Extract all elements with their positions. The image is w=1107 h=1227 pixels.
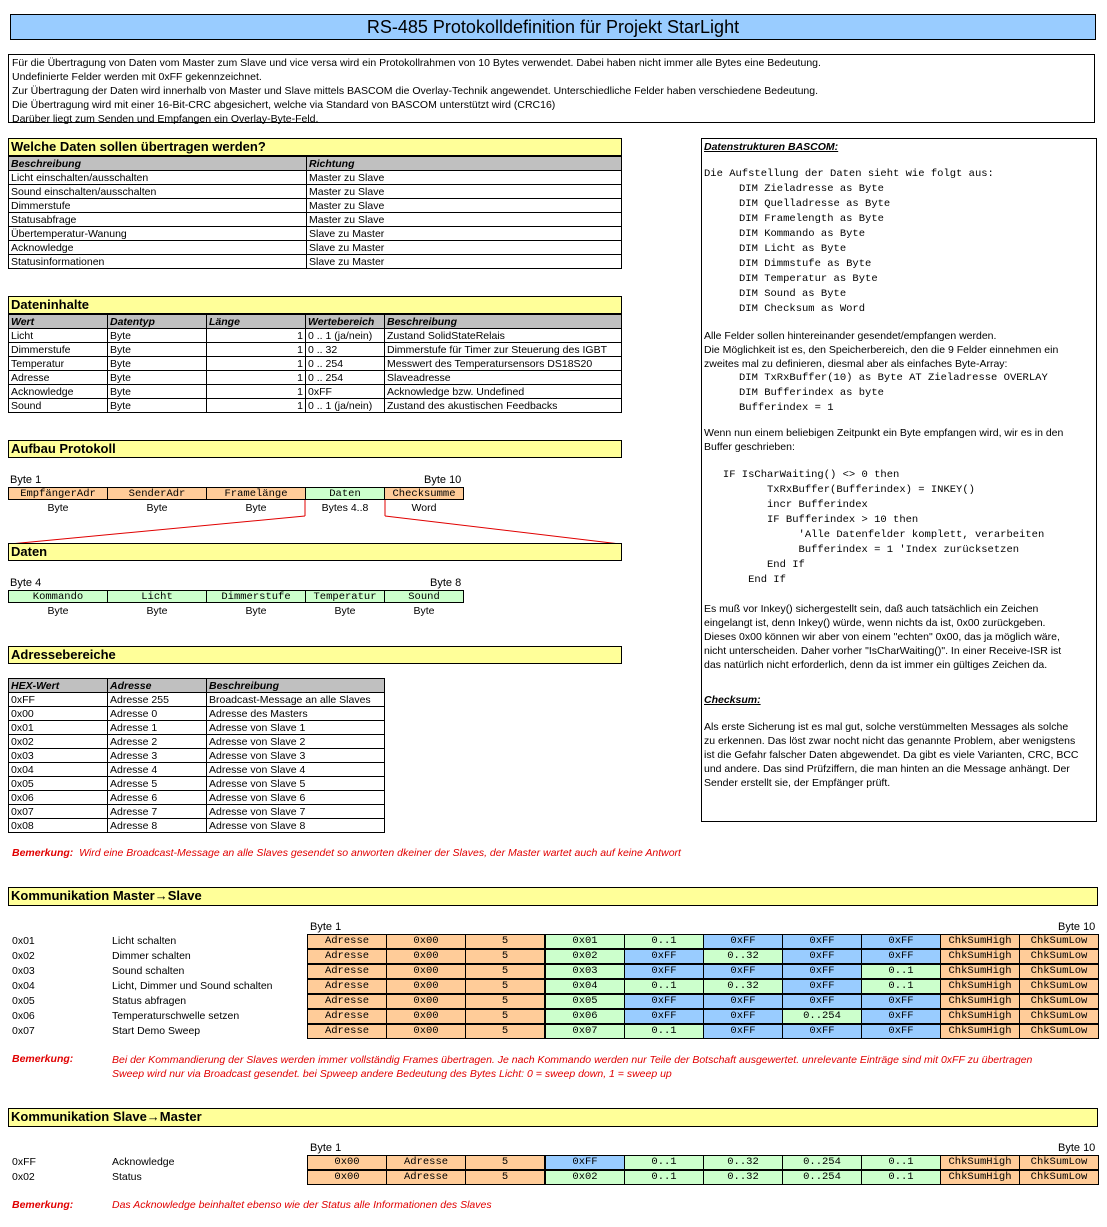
frame-byte-cell: 0xFF bbox=[782, 964, 862, 979]
text-line: und andere. Das sind Prüfziffern, die man hinten an die Message anhängt. Der bbox=[704, 763, 1070, 775]
text-line: Wenn nun einem beliebigen Zeitpunkt ein Byte empfangen wird, wir es in den bbox=[704, 427, 1064, 439]
section-header-slave-master: Kommunikation Slave→Master bbox=[8, 1108, 1098, 1127]
remark-label: Bemerkung: bbox=[12, 1199, 74, 1211]
frame-byte-cell: ChkSumLow bbox=[1019, 1024, 1099, 1039]
text-line: das natürlich nicht erforderlich, denn da ist immer ein gültiges Zeichen da. bbox=[704, 659, 1048, 671]
frame-byte-cell: 0..254 bbox=[782, 1009, 862, 1024]
frame-field-sender: SenderAdr bbox=[107, 487, 207, 500]
command-code: 0x06 bbox=[12, 1010, 35, 1022]
table-cell: Adresse von Slave 1 bbox=[207, 721, 385, 735]
table-row bbox=[9, 707, 385, 721]
frame-byte-cell: Adresse bbox=[307, 994, 387, 1009]
table-cell: Byte bbox=[108, 343, 207, 357]
text-line: eingelangt ist, denn Inkey() würde, wenn nichts da ist, 0x00 zurückgeben. bbox=[704, 617, 1046, 629]
table-cell: Byte bbox=[108, 399, 207, 413]
frame-byte-cell: 0..1 bbox=[624, 934, 704, 949]
text-line: zu erkennen. Das löst zwar nocht nicht das genannte Problem, aber wenigstens bbox=[704, 735, 1076, 747]
table-cell: Adresse 8 bbox=[108, 819, 207, 833]
column-header: Beschreibung bbox=[207, 679, 385, 693]
page-title: RS-485 Protokolldefinition für Projekt StarLight bbox=[10, 14, 1096, 40]
frame-byte-cell: ChkSumHigh bbox=[940, 994, 1020, 1009]
frame-byte-cell: 0x00 bbox=[386, 994, 466, 1009]
frame-byte-cell: 5 bbox=[465, 934, 545, 949]
frame-byte-cell: ChkSumLow bbox=[1019, 994, 1099, 1009]
command-label: Licht schalten bbox=[112, 935, 177, 947]
column-header: Adresse bbox=[108, 679, 207, 693]
frame-type-label: Byte bbox=[47, 502, 69, 514]
table-cell: Zustand SolidStateRelais bbox=[385, 329, 622, 343]
command-code: 0x02 bbox=[12, 950, 35, 962]
table-cell: 1 bbox=[207, 371, 306, 385]
frame-byte-cell: ChkSumLow bbox=[1019, 934, 1099, 949]
table-cell: Licht bbox=[9, 329, 108, 343]
data-type-label: Byte bbox=[47, 605, 69, 617]
column-header: Wert bbox=[9, 315, 108, 329]
intro-line: Undefinierte Felder werden mit 0xFF gekennzeichnet. bbox=[12, 71, 262, 83]
table-cell: Dimmerstufe bbox=[9, 343, 108, 357]
command-label: Sound schalten bbox=[112, 965, 185, 977]
table-cell: 1 bbox=[207, 385, 306, 399]
table-cell: Temperatur bbox=[9, 357, 108, 371]
table-cell: Messwert des Temperatursensors DS18S20 bbox=[385, 357, 622, 371]
frame-byte-cell: 0..254 bbox=[782, 1170, 862, 1185]
table-cell: 0x01 bbox=[9, 721, 108, 735]
table-cell: Übertemperatur-Wanung bbox=[9, 227, 307, 241]
table-cell: 0x05 bbox=[9, 777, 108, 791]
frame-byte-cell: 0..32 bbox=[703, 1170, 783, 1185]
frame-field-framelaenge: Framelänge bbox=[206, 487, 306, 500]
code-line: End If bbox=[704, 559, 805, 571]
table-cell: Master zu Slave bbox=[307, 213, 622, 227]
frame-byte-cell: 0x00 bbox=[386, 1009, 466, 1024]
table-cell: Acknowledge bbox=[9, 241, 307, 255]
frame-byte-cell: 0xFF bbox=[624, 994, 704, 1009]
data-field-kommando: Kommando bbox=[8, 590, 108, 603]
table-cell: Adresse 5 bbox=[108, 777, 207, 791]
frame-field-checksumme: Checksumme bbox=[384, 487, 464, 500]
frame-byte-cell: 0xFF bbox=[782, 994, 862, 1009]
table-cell: Adresse 0 bbox=[108, 707, 207, 721]
code-line: incr Bufferindex bbox=[704, 499, 868, 511]
frame-byte-cell: 0xFF bbox=[624, 1009, 704, 1024]
frame-byte-cell: ChkSumHigh bbox=[940, 949, 1020, 964]
code-line: IF Bufferindex > 10 then bbox=[704, 514, 919, 526]
frame-byte-cell: 0x03 bbox=[545, 964, 625, 979]
table-cell: Adresse 255 bbox=[108, 693, 207, 707]
frame-byte-cell: 0x00 bbox=[307, 1170, 387, 1185]
byte-end-label: Byte 10 bbox=[1058, 1142, 1096, 1154]
code-line: DIM Bufferindex as byte bbox=[739, 387, 884, 399]
frame-byte-cell: ChkSumLow bbox=[1019, 1155, 1099, 1170]
table-cell: Master zu Slave bbox=[307, 185, 622, 199]
code-line: DIM Sound as Byte bbox=[739, 288, 847, 300]
bascom-notes-box bbox=[701, 138, 1097, 822]
command-label: Status bbox=[112, 1171, 142, 1183]
frame-byte-cell: Adresse bbox=[307, 1009, 387, 1024]
bascom-intro: Die Aufstellung der Daten sieht wie folgt aus: bbox=[704, 168, 994, 180]
frame-byte-cell: 0..254 bbox=[782, 1155, 862, 1170]
column-header: Beschreibung bbox=[385, 315, 622, 329]
code-line: Bufferindex = 1 'Index zurücksetzen bbox=[704, 544, 1020, 556]
table-row bbox=[9, 693, 385, 707]
table-cell: Adresse 2 bbox=[108, 735, 207, 749]
table-row bbox=[9, 819, 385, 833]
frame-byte-cell: 0x02 bbox=[545, 1170, 625, 1185]
text-line: Dieses 0x00 können wir aber von einem "echten" 0x00, das ja möglich wäre, bbox=[704, 631, 1060, 643]
table-cell: Master zu Slave bbox=[307, 171, 622, 185]
table-cell: Dimmerstufe für Timer zur Steuerung des IGBT bbox=[385, 343, 622, 357]
frame-byte-cell: ChkSumLow bbox=[1019, 979, 1099, 994]
frame-byte-cell: 5 bbox=[465, 949, 545, 964]
bascom-heading: Datenstrukturen BASCOM: bbox=[704, 141, 839, 153]
intro-line: Die Übertragung wird mit einer 16-Bit-CRC abgesichert, welche via Standard von BASCOM unterstützt wird (CRC16) bbox=[12, 99, 556, 111]
column-header: Länge bbox=[207, 315, 306, 329]
table-cell: Sound bbox=[9, 399, 108, 413]
table-cell: 0x00 bbox=[9, 707, 108, 721]
frame-byte-cell: 5 bbox=[465, 1155, 545, 1170]
code-line: DIM Quelladresse as Byte bbox=[739, 198, 891, 210]
intro-line: Für die Übertragung von Daten vom Master zum Slave und vice versa wird ein Protokollrahmen von 10 Bytes verwendet. Dabei haben nicht immer alle Bytes eine Bedeutung. bbox=[12, 57, 821, 69]
data-field-licht: Licht bbox=[107, 590, 207, 603]
intro-line: Darüber liegt zum Senden und Empfangen ein Overlay-Byte-Feld. bbox=[12, 113, 319, 125]
command-label: Dimmer schalten bbox=[112, 950, 191, 962]
connector-line bbox=[10, 516, 305, 544]
table-row bbox=[9, 749, 385, 763]
frame-byte-cell: 0..1 bbox=[624, 1024, 704, 1039]
table-cell: 1 bbox=[207, 357, 306, 371]
table-cell: Adresse 7 bbox=[108, 805, 207, 819]
table-cell: 0 .. 1 (ja/nein) bbox=[306, 399, 385, 413]
data-type-label: Byte bbox=[413, 605, 435, 617]
table-cell: Adresse von Slave 4 bbox=[207, 763, 385, 777]
frame-byte-cell: 0..1 bbox=[861, 1155, 941, 1170]
data-field-temperatur: Temperatur bbox=[305, 590, 385, 603]
code-line: DIM Dimmstufe as Byte bbox=[739, 258, 872, 270]
data-type-label: Byte bbox=[245, 605, 267, 617]
frame-byte-cell: 0x00 bbox=[386, 964, 466, 979]
table-row bbox=[9, 791, 385, 805]
frame-type-label: Byte bbox=[245, 502, 267, 514]
table-cell: Acknowledge bzw. Undefined bbox=[385, 385, 622, 399]
frame-byte-cell: ChkSumLow bbox=[1019, 949, 1099, 964]
text-line: Alle Felder sollen hintereinander gesendet/empfangen werden. bbox=[704, 330, 997, 342]
data-field-sound: Sound bbox=[384, 590, 464, 603]
command-code: 0x03 bbox=[12, 965, 35, 977]
command-label: Temperaturschwelle setzen bbox=[112, 1010, 240, 1022]
table-cell: Broadcast-Message an alle Slaves bbox=[207, 693, 385, 707]
table-cell: 0x06 bbox=[9, 791, 108, 805]
data-type-label: Byte bbox=[334, 605, 356, 617]
frame-byte-cell: 5 bbox=[465, 1009, 545, 1024]
table-cell: Adresse 1 bbox=[108, 721, 207, 735]
frame-byte-cell: ChkSumLow bbox=[1019, 1009, 1099, 1024]
frame-byte-cell: 0xFF bbox=[703, 934, 783, 949]
table-cell: Sound einschalten/ausschalten bbox=[9, 185, 307, 199]
frame-type-label: Word bbox=[411, 502, 437, 514]
remark-text: Bei der Kommandierung der Slaves werden immer vollständig Frames übertragen. Je nach Kommando werden nur Teile der Botschaft ausgewertet. unrelevante Einträge sind mit 0xFF zu übertragen bbox=[112, 1054, 1033, 1066]
intro-line: Zur Übertragung der Daten wird innerhalb von Master und Slave mittels BASCOM die Overlay-Technik angewendet. Unterschiedliche Felder haben verschiedene Bedeutung. bbox=[12, 85, 819, 97]
code-line: DIM Licht as Byte bbox=[739, 243, 847, 255]
table-cell: Acknowledge bbox=[9, 385, 108, 399]
frame-byte-cell: 0..32 bbox=[703, 949, 783, 964]
frame-byte-cell: 0x00 bbox=[386, 1024, 466, 1039]
table-cell: Byte bbox=[108, 385, 207, 399]
column-header: Wertebereich bbox=[306, 315, 385, 329]
checksum-heading: Checksum: bbox=[704, 694, 761, 706]
code-line: DIM Kommando as Byte bbox=[739, 228, 866, 240]
connector-line bbox=[385, 516, 620, 544]
frame-byte-cell: 5 bbox=[465, 979, 545, 994]
frame-byte-cell: 0x05 bbox=[545, 994, 625, 1009]
section-header-adressen: Adressebereiche bbox=[8, 646, 622, 664]
frame-byte-cell: 5 bbox=[465, 1170, 545, 1185]
byte-start-label: Byte 1 bbox=[10, 474, 42, 486]
remark-text: Wird eine Broadcast-Message an alle Slaves gesendet so anworten dkeiner der Slaves, der Master wartet auch auf keine Antwort bbox=[79, 847, 681, 859]
code-line: DIM Zieladresse as Byte bbox=[739, 183, 884, 195]
frame-byte-cell: ChkSumHigh bbox=[940, 964, 1020, 979]
table-cell: 0x04 bbox=[9, 763, 108, 777]
table-cell: Statusinformationen bbox=[9, 255, 307, 269]
table-cell: Statusabfrage bbox=[9, 213, 307, 227]
command-code: 0x04 bbox=[12, 980, 35, 992]
table-cell: Adresse von Slave 8 bbox=[207, 819, 385, 833]
frame-byte-cell: 5 bbox=[465, 1024, 545, 1039]
table-cell: Adresse 4 bbox=[108, 763, 207, 777]
table-cell: Licht einschalten/ausschalten bbox=[9, 171, 307, 185]
table-cell: Dimmerstufe bbox=[9, 199, 307, 213]
table-row bbox=[9, 721, 385, 735]
command-label: Licht, Dimmer und Sound schalten bbox=[112, 980, 273, 992]
table-cell: 0 .. 32 bbox=[306, 343, 385, 357]
table-cell: 0 .. 1 (ja/nein) bbox=[306, 329, 385, 343]
frame-byte-cell: Adresse bbox=[307, 934, 387, 949]
command-label: Start Demo Sweep bbox=[112, 1025, 201, 1037]
frame-byte-cell: 0xFF bbox=[703, 994, 783, 1009]
text-line: Sender erstellt sie, der Empfänger prüft. bbox=[704, 777, 891, 789]
frame-type-label: Bytes 4..8 bbox=[321, 502, 369, 514]
table-cell: 0x07 bbox=[9, 805, 108, 819]
command-code: 0x05 bbox=[12, 995, 35, 1007]
text-line: Es muß vor Inkey() sichergestellt sein, daß auch tatsächlich ein Zeichen bbox=[704, 603, 1039, 615]
command-label: Acknowledge bbox=[112, 1156, 175, 1168]
table-cell: 0xFF bbox=[306, 385, 385, 399]
frame-byte-cell: 0x00 bbox=[386, 979, 466, 994]
frame-byte-cell: 0x02 bbox=[545, 949, 625, 964]
text-line: nicht unterscheiden. Daher vorher "IsCharWaiting()". In einer Receive-ISR ist bbox=[704, 645, 1062, 657]
frame-byte-cell: 0xFF bbox=[703, 964, 783, 979]
code-line: DIM Checksum as Word bbox=[739, 303, 866, 315]
data-field-dimmerstufe: Dimmerstufe bbox=[206, 590, 306, 603]
table-cell: Slaveadresse bbox=[385, 371, 622, 385]
table-cell: Byte bbox=[108, 329, 207, 343]
command-code: 0x07 bbox=[12, 1025, 35, 1037]
section-header-daten-detail: Daten bbox=[8, 543, 622, 561]
frame-byte-cell: 0xFF bbox=[624, 949, 704, 964]
frame-byte-cell: 0xFF bbox=[703, 1009, 783, 1024]
table-cell: Byte bbox=[108, 371, 207, 385]
frame-byte-cell: Adresse bbox=[307, 949, 387, 964]
frame-byte-cell: Adresse bbox=[307, 1024, 387, 1039]
table-cell: Zustand des akustischen Feedbacks bbox=[385, 399, 622, 413]
table-row bbox=[9, 735, 385, 749]
byte-end-label: Byte 8 bbox=[430, 577, 462, 589]
frame-byte-cell: 0x00 bbox=[307, 1155, 387, 1170]
frame-byte-cell: ChkSumHigh bbox=[940, 1024, 1020, 1039]
remark-broadcast bbox=[12, 847, 681, 859]
code-line: TxRxBuffer(Bufferindex) = INKEY() bbox=[704, 484, 975, 496]
section-header-master-slave: Kommunikation Master→Slave bbox=[8, 887, 1098, 906]
section-header-aufbau: Aufbau Protokoll bbox=[8, 440, 622, 458]
frame-byte-cell: 0xFF bbox=[861, 949, 941, 964]
frame-byte-cell: Adresse bbox=[307, 964, 387, 979]
adressen-table bbox=[8, 678, 385, 833]
frame-byte-cell: 0..32 bbox=[703, 1155, 783, 1170]
section-header-daten: Welche Daten sollen übertragen werden? bbox=[8, 138, 622, 156]
remark-label: Bemerkung: bbox=[12, 1053, 74, 1065]
frame-byte-cell: 0x06 bbox=[545, 1009, 625, 1024]
remark-text: Sweep wird nur via Broadcast gesendet. bei Spweep andere Bedeutung des Bytes Licht: 0 = sweep down, 1 = sweep up bbox=[112, 1068, 672, 1080]
table-cell: 0x08 bbox=[9, 819, 108, 833]
frame-byte-cell: ChkSumHigh bbox=[940, 1009, 1020, 1024]
text-line: Buffer geschrieben: bbox=[704, 441, 795, 453]
column-header: Beschreibung bbox=[9, 157, 307, 171]
frame-field-empfaenger: EmpfängerAdr bbox=[8, 487, 108, 500]
data-type-label: Byte bbox=[146, 605, 168, 617]
frame-byte-cell: 0..1 bbox=[861, 979, 941, 994]
code-line: IF IsCharWaiting() <> 0 then bbox=[704, 469, 900, 481]
table-cell: 0x02 bbox=[9, 735, 108, 749]
frame-byte-cell: ChkSumHigh bbox=[940, 1155, 1020, 1170]
frame-byte-cell: 5 bbox=[465, 994, 545, 1009]
byte-end-label: Byte 10 bbox=[424, 474, 462, 486]
frame-byte-cell: 0..1 bbox=[624, 979, 704, 994]
command-label: Status abfragen bbox=[112, 995, 187, 1007]
remark-acknowledge: Das Acknowledge beinhaltet ebenso wie der Status alle Informationen des Slaves bbox=[112, 1199, 492, 1211]
table-cell: Adresse 6 bbox=[108, 791, 207, 805]
frame-byte-cell: 0xFF bbox=[545, 1155, 625, 1170]
command-code: 0xFF bbox=[12, 1156, 36, 1168]
table-cell: Slave zu Master bbox=[307, 241, 622, 255]
code-line: DIM TxRxBuffer(10) as Byte AT Zieladresse OVERLAY bbox=[739, 372, 1048, 384]
table-cell: Adresse von Slave 5 bbox=[207, 777, 385, 791]
byte-start-label: Byte 1 bbox=[310, 1142, 342, 1154]
code-line: 'Alle Datenfelder komplett, verarbeiten bbox=[704, 529, 1045, 541]
table-cell: Adresse des Masters bbox=[207, 707, 385, 721]
table-cell: 0 .. 254 bbox=[306, 371, 385, 385]
remark-label: Bemerkung: bbox=[12, 847, 74, 859]
frame-byte-cell: 0..1 bbox=[624, 1170, 704, 1185]
frame-field-daten: Daten bbox=[305, 487, 385, 500]
table-cell: Adresse bbox=[9, 371, 108, 385]
column-header: HEX-Wert bbox=[9, 679, 108, 693]
frame-byte-cell: 0x00 bbox=[386, 949, 466, 964]
table-row bbox=[9, 763, 385, 777]
frame-byte-cell: 0xFF bbox=[782, 979, 862, 994]
remark-kommandierung bbox=[112, 1053, 1032, 1081]
frame-byte-cell: 0xFF bbox=[703, 1024, 783, 1039]
frame-byte-cell: 0xFF bbox=[782, 949, 862, 964]
text-line: ist die Gefahr falscher Daten abgewendet. Da gibt es viele Varianten, CRC, BCC bbox=[704, 749, 1079, 761]
frame-byte-cell: ChkSumHigh bbox=[940, 979, 1020, 994]
table-cell: Adresse von Slave 7 bbox=[207, 805, 385, 819]
code-line: DIM Temperatur as Byte bbox=[739, 273, 878, 285]
frame-byte-cell: 0x07 bbox=[545, 1024, 625, 1039]
frame-byte-cell: 0..1 bbox=[861, 1170, 941, 1185]
table-cell: Adresse von Slave 6 bbox=[207, 791, 385, 805]
frame-byte-cell: Adresse bbox=[307, 979, 387, 994]
table-cell: Slave zu Master bbox=[307, 227, 622, 241]
frame-byte-cell: 0xFF bbox=[624, 964, 704, 979]
column-header: Datentyp bbox=[108, 315, 207, 329]
table-cell: Adresse von Slave 3 bbox=[207, 749, 385, 763]
frame-byte-cell: ChkSumHigh bbox=[940, 934, 1020, 949]
frame-byte-cell: 0x01 bbox=[545, 934, 625, 949]
frame-byte-cell: 0xFF bbox=[861, 1009, 941, 1024]
table-row bbox=[9, 805, 385, 819]
table-cell: Byte bbox=[108, 357, 207, 371]
frame-byte-cell: 0xFF bbox=[861, 994, 941, 1009]
text-line: Als erste Sicherung ist es mal gut, solche verstümmelten Messages als solche bbox=[704, 721, 1069, 733]
frame-byte-cell: 0x00 bbox=[386, 934, 466, 949]
byte-start-label: Byte 1 bbox=[310, 921, 342, 933]
table-cell: 1 bbox=[207, 329, 306, 343]
frame-byte-cell: ChkSumLow bbox=[1019, 1170, 1099, 1185]
frame-byte-cell: ChkSumHigh bbox=[940, 1170, 1020, 1185]
section-header-dateninhalte: Dateninhalte bbox=[8, 296, 622, 314]
byte-start-label: Byte 4 bbox=[10, 577, 42, 589]
column-header: Richtung bbox=[307, 157, 622, 171]
byte-end-label: Byte 10 bbox=[1058, 921, 1096, 933]
frame-byte-cell: Adresse bbox=[386, 1155, 466, 1170]
table-cell: 0 .. 254 bbox=[306, 357, 385, 371]
code-line: DIM Framelength as Byte bbox=[739, 213, 884, 225]
frame-byte-cell: 5 bbox=[465, 964, 545, 979]
text-line: Die Möglichkeit ist es, den Speicherbereich, den die 9 Felder einnehmen ein bbox=[704, 344, 1059, 356]
table-cell: Adresse von Slave 2 bbox=[207, 735, 385, 749]
code-line: End If bbox=[704, 574, 786, 586]
table-cell: 0x03 bbox=[9, 749, 108, 763]
frame-byte-cell: 0..32 bbox=[703, 979, 783, 994]
text-line: zweites mal zu definieren, diesmal aber als einfaches Byte-Array: bbox=[704, 358, 1008, 370]
frame-type-label: Byte bbox=[146, 502, 168, 514]
frame-byte-cell: 0xFF bbox=[782, 934, 862, 949]
table-cell: 0xFF bbox=[9, 693, 108, 707]
command-code: 0x02 bbox=[12, 1171, 35, 1183]
frame-byte-cell: 0xFF bbox=[782, 1024, 862, 1039]
frame-byte-cell: 0xFF bbox=[861, 1024, 941, 1039]
frame-byte-cell: 0x04 bbox=[545, 979, 625, 994]
frame-byte-cell: ChkSumLow bbox=[1019, 964, 1099, 979]
code-line: Bufferindex = 1 bbox=[739, 402, 834, 414]
frame-byte-cell: 0..1 bbox=[624, 1155, 704, 1170]
frame-byte-cell: Adresse bbox=[386, 1170, 466, 1185]
table-cell: 1 bbox=[207, 343, 306, 357]
frame-byte-cell: 0xFF bbox=[861, 934, 941, 949]
command-code: 0x01 bbox=[12, 935, 35, 947]
table-row bbox=[9, 777, 385, 791]
table-cell: Master zu Slave bbox=[307, 199, 622, 213]
table-cell: Slave zu Master bbox=[307, 255, 622, 269]
frame-byte-cell: 0..1 bbox=[861, 964, 941, 979]
table-cell: 1 bbox=[207, 399, 306, 413]
table-cell: Adresse 3 bbox=[108, 749, 207, 763]
